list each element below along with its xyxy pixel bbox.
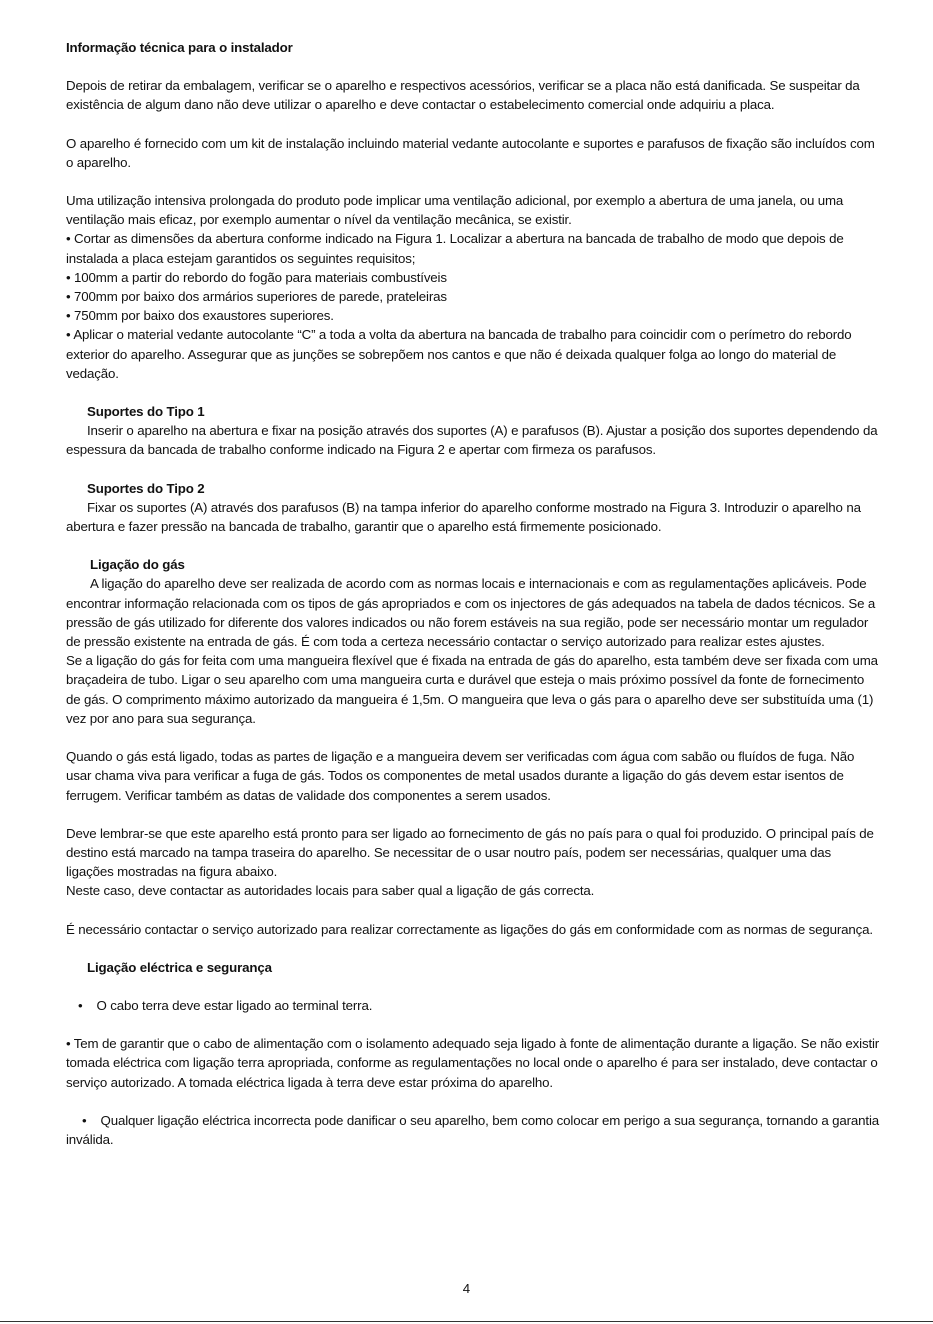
intro-paragraph-1: Depois de retirar da embalagem, verificar se o aparelho e respectivos acessórios, verificar se a placa não está danificada. Se suspeitar da existência de algum dano não deve utilizar o aparelho e deve contactar o estabelecimento comercial onde adquiriu a placa.: [66, 78, 860, 113]
install-bullet: • 100mm a partir do rebordo do fogão para materiais combustíveis: [66, 269, 447, 285]
document-title: Informação técnica para o instalador: [66, 40, 293, 55]
type1-paragraph: Inserir o aparelho na abertura e fixar na posição através dos suportes (A) e parafusos (B). Ajustar a posição dos suportes dependendo da espessura da bancada de trabalho conforme indicado na Figura 2 e apertar com firmeza os parafusos.: [66, 423, 878, 458]
bullet-glyph: •: [82, 1112, 87, 1128]
electrical-bullet-1: [66, 996, 882, 1015]
intro-paragraph-2: O aparelho é fornecido com um kit de instalação incluindo material vedante autocolante e suportes e parafusos de fixação são incluídos com o aparelho.: [66, 135, 875, 170]
bullet-glyph: •: [78, 997, 83, 1013]
page-number: 4: [462, 1281, 471, 1296]
intro-paragraph-3: Uma utilização intensiva prolongada do produto pode implicar uma ventilação adicional, por exemplo a abertura de uma janela, ou uma ventilação mais eficaz, por exemplo aumentar o nível da ventilação mecânica, se existir.: [66, 193, 844, 228]
gas-paragraph-3: Quando o gás está ligado, todas as partes de ligação e a mangueira devem ser verificadas com água com sabão ou fluídos de fuga. Não usar chama viva para verificar a fuga de gás. Todos os componentes de metal usados durante a ligação do gás devem estar isentos de ferrugem. Verificar também as datas de validade dos componentes a serem usados.: [66, 749, 855, 803]
install-bullet: • Cortar as dimensões da abertura conforme indicado na Figura 1. Localizar a abertura na bancada de trabalho de modo que depois de instalada a placa estejam garantidos os seguintes requisitos;: [66, 231, 844, 266]
electrical-bullet-2: • Tem de garantir que o cabo de alimentação com o isolamento adequado seja ligado à fonte de alimentação durante a ligação. Se não existir tomada eléctrica com ligação terra apropriada, conforme as regulamentações no local onde o aparelho é para ser instalado, deve contactar o serviço autorizado. A tomada eléctrica ligada à terra deve estar próxima do aparelho.: [66, 1036, 880, 1090]
install-bullet: • Aplicar o material vedante autocolante “C” a toda a volta da abertura na bancada de trabalho para coincidir com o perímetro do rebordo exterior do aparelho. Assegurar que as junções se sobrepõem nos cantos e que não é deixada qualquer folga ao longo do material de vedação.: [66, 327, 852, 381]
gas-paragraph-4: Deve lembrar-se que este aparelho está pronto para ser ligado ao fornecimento de gás no país para o qual foi produzido. O principal país de destino está marcado na tampa traseira do aparelho. Se necessitar de o usar noutro país, podem ser necessárias, qualquer uma das ligações mostradas na figura abaixo.: [66, 825, 874, 880]
section-heading-gas: Ligação do gás: [90, 557, 185, 573]
gas-paragraph-1: A ligação do aparelho deve ser realizada de acordo com as normas locais e internacionais e com as regulamentações aplicáveis. Pode encontrar informação relacionada com os tipos de gás apropriados e com os injectores de gás adequados na tabela de dados técnicos. Se a pressão de gás utilizado for diferente dos valores indicados ou não forem estáveis na sua região, pode ser necessário montar um regulador de pressão existente na entrada de gás. É com toda a certeza necessário contactar o serviço autorizado para realizar estes ajustes.: [66, 576, 876, 650]
section-heading-type1: Suportes do Tipo 1: [87, 404, 205, 420]
electrical-bullet-1-text: O cabo terra deve estar ligado ao terminal terra.: [96, 997, 373, 1013]
section-heading-electrical: Ligação eléctrica e segurança: [87, 959, 272, 975]
gas-paragraph-5: Neste caso, deve contactar as autoridades locais para saber qual a ligação de gás correcta.: [66, 883, 595, 899]
bottom-rule: [0, 1321, 933, 1322]
install-bullet: • 700mm por baixo dos armários superiores de parede, prateleiras: [66, 289, 447, 305]
electrical-bullet-3: [66, 1111, 882, 1149]
install-bullet: • 750mm por baixo dos exaustores superiores.: [66, 308, 334, 324]
gas-paragraph-6: É necessário contactar o serviço autorizado para realizar correctamente as ligações do gás em conformidade com as normas de segurança.: [66, 921, 873, 937]
gas-paragraph-2: Se a ligação do gás for feita com uma mangueira flexível que é fixada na entrada de gás do aparelho, esta também deve ser fixada com uma braçadeira de tubo. Ligar o seu aparelho com uma mangueira curta e durável que esteja o mais próximo possível da fonte de fornecimento de gás. O comprimento máximo autorizado da mangueira é 1,5m. O mangueira que leva o gás para o aparelho deve ser substituída uma (1) vez por ano para sua segurança.: [66, 653, 878, 726]
document-page: [66, 38, 882, 1149]
type2-paragraph: Fixar os suportes (A) através dos parafusos (B) na tampa inferior do aparelho conforme mostrado na Figura 3. Introduzir o aparelho na abertura e fazer pressão na bancada de trabalho, garantir que o aparelho está firmemente posicionado.: [66, 499, 861, 535]
electrical-bullet-3-text: Qualquer ligação eléctrica incorrecta pode danificar o seu aparelho, bem como colocar em perigo a sua segurança, tornando a garantia inválida.: [66, 1112, 880, 1147]
section-heading-type2: Suportes do Tipo 2: [87, 480, 205, 496]
